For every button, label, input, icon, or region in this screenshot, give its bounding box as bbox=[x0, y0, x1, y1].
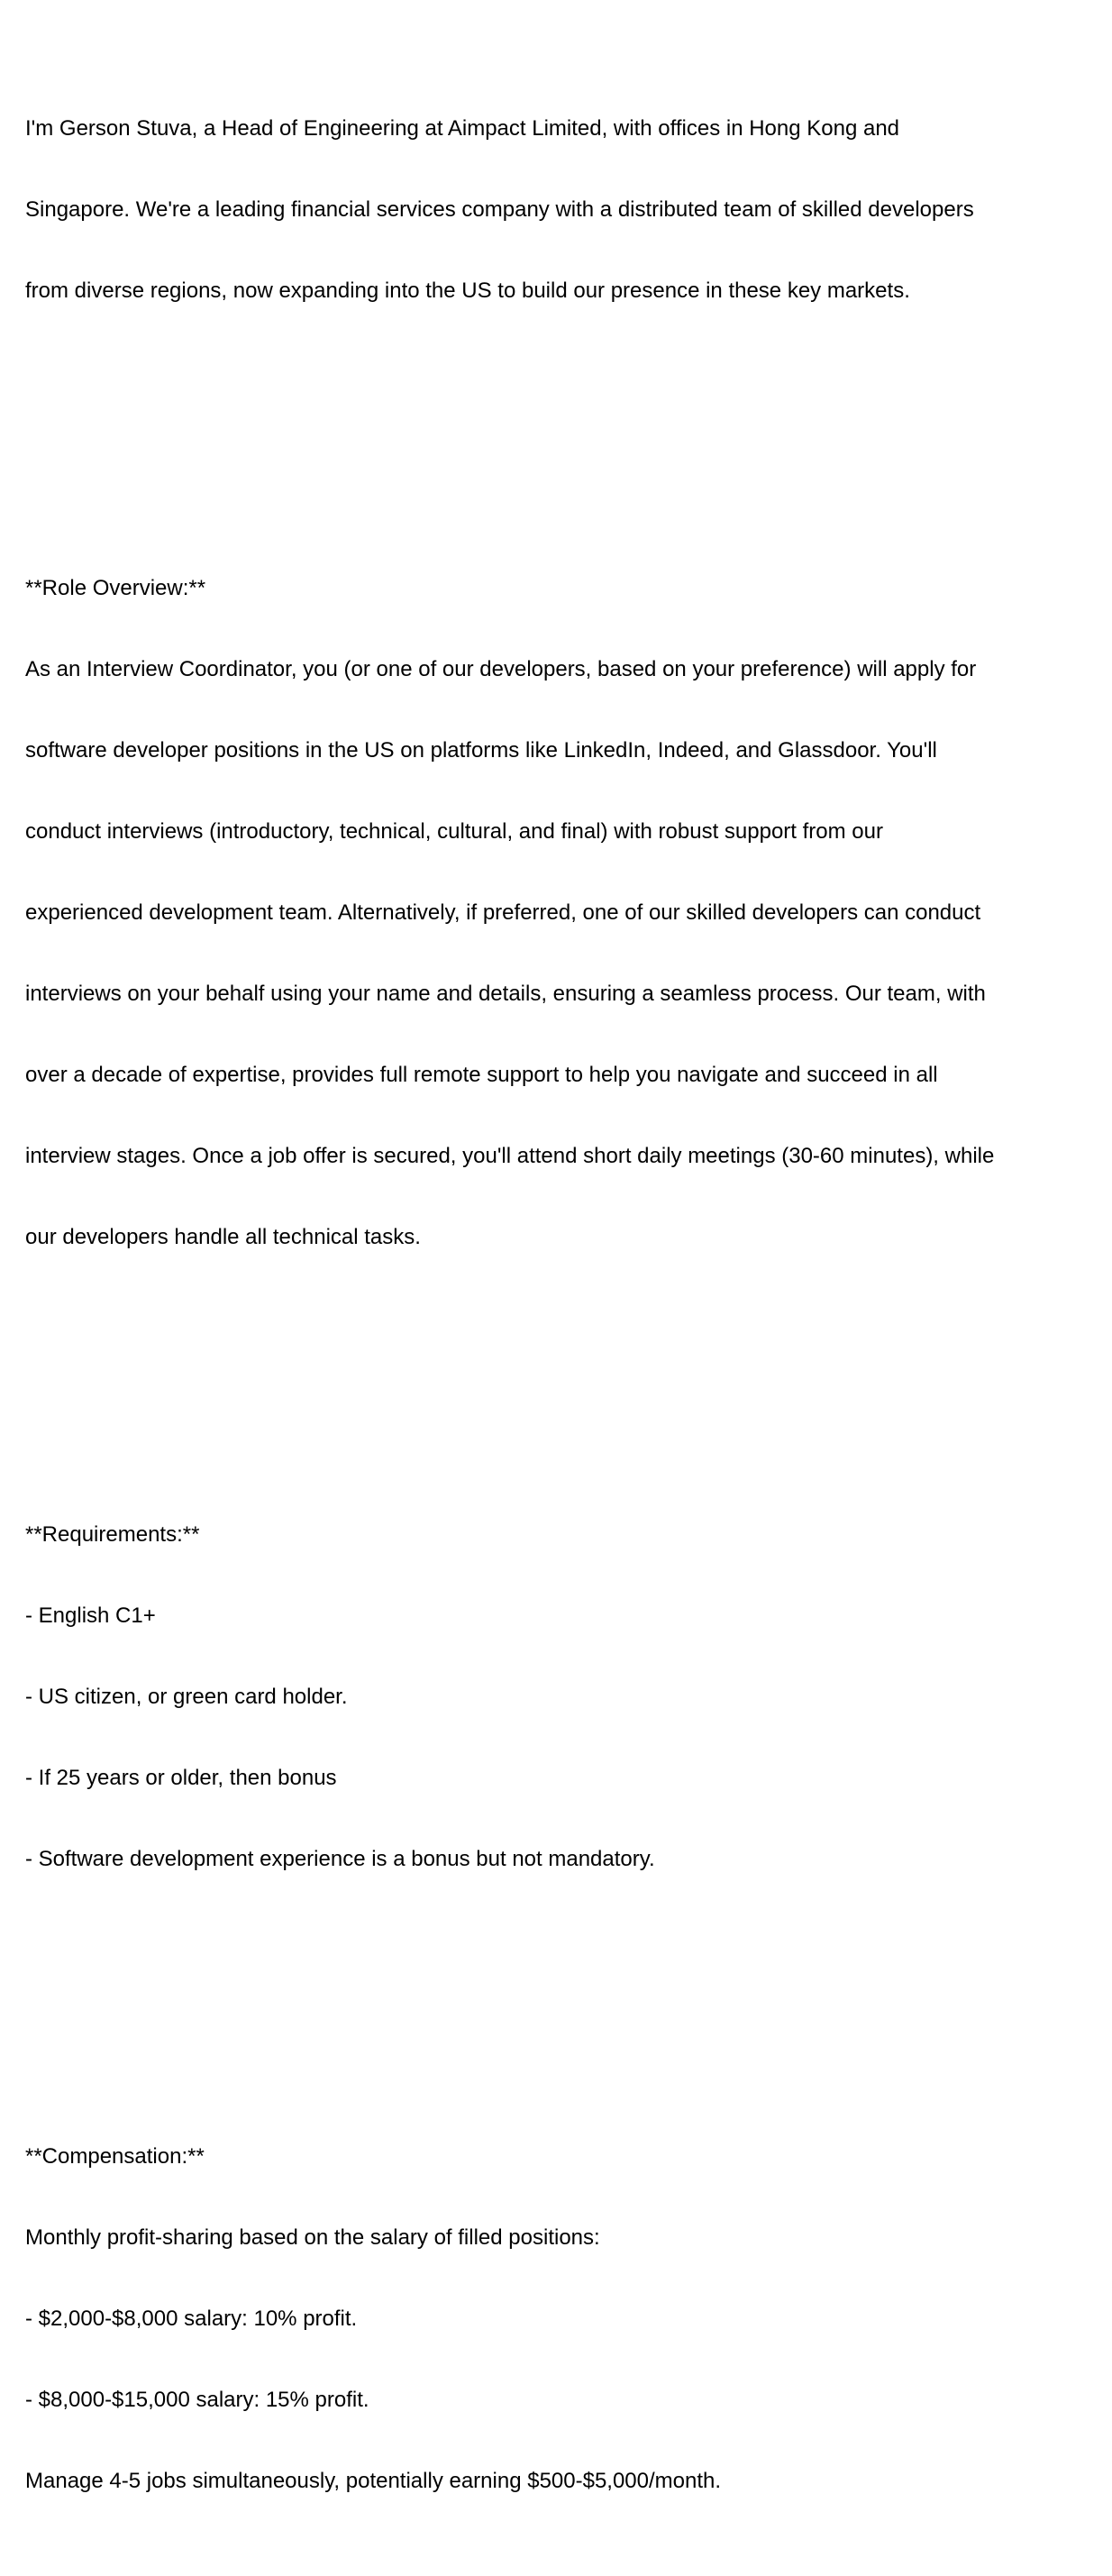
role-overview-heading: **Role Overview:** bbox=[25, 576, 206, 600]
role-overview-line: interviews on your behalf using your name and details, ensuring a seamless process. Our team, with bbox=[25, 982, 986, 1006]
intro-line: from diverse regions, now expanding into the US to build our presence in these key markets. bbox=[25, 279, 910, 303]
intro-paragraph bbox=[25, 61, 1098, 359]
role-overview-line: experienced development team. Alternatively, if preferred, one of our skilled developers can conduct bbox=[25, 900, 981, 925]
compensation-line: Manage 4-5 jobs simultaneously, potentially earning $500-$5,000/month. bbox=[25, 2469, 722, 2493]
spacer bbox=[25, 1359, 1098, 1386]
role-overview-line: conduct interviews (introductory, technical, cultural, and final) with robust support from our bbox=[25, 819, 883, 844]
document-body bbox=[25, 7, 1098, 2576]
compensation-heading: **Compensation:** bbox=[25, 2144, 205, 2169]
compensation-line: - $2,000-$8,000 salary: 10% profit. bbox=[25, 2307, 358, 2331]
compensation-line: - $8,000-$15,000 salary: 15% profit. bbox=[25, 2388, 369, 2412]
role-overview-section bbox=[25, 521, 1098, 1305]
intro-line: I'm Gerson Stuva, a Head of Engineering at Aimpact Limited, with offices in Hong Kong and bbox=[25, 116, 900, 141]
spacer bbox=[25, 1981, 1098, 2008]
compensation-section bbox=[25, 2089, 1098, 2549]
requirement-item: - English C1+ bbox=[25, 1603, 156, 1628]
intro-line: Singapore. We're a leading financial services company with a distributed team of skilled developers bbox=[25, 197, 974, 222]
requirements-heading: **Requirements:** bbox=[25, 1522, 200, 1547]
requirement-item: - If 25 years or older, then bonus bbox=[25, 1766, 337, 1790]
spacer bbox=[25, 413, 1098, 440]
requirement-item: - US citizen, or green card holder. bbox=[25, 1685, 348, 1709]
role-overview-line: over a decade of expertise, provides full remote support to help you navigate and succeed in all bbox=[25, 1063, 938, 1087]
requirement-item: - Software development experience is a bonus but not mandatory. bbox=[25, 1847, 655, 1871]
role-overview-line: software developer positions in the US on platforms like LinkedIn, Indeed, and Glassdoor. You'll bbox=[25, 738, 937, 763]
role-overview-line: our developers handle all technical tasks. bbox=[25, 1225, 421, 1249]
role-overview-line: interview stages. Once a job offer is secured, you'll attend short daily meetings (30-60 minutes), while bbox=[25, 1144, 995, 1168]
role-overview-line: As an Interview Coordinator, you (or one of our developers, based on your preference) will apply for bbox=[25, 657, 977, 681]
compensation-line: Monthly profit-sharing based on the salary of filled positions: bbox=[25, 2225, 600, 2250]
requirements-section bbox=[25, 1467, 1098, 1927]
